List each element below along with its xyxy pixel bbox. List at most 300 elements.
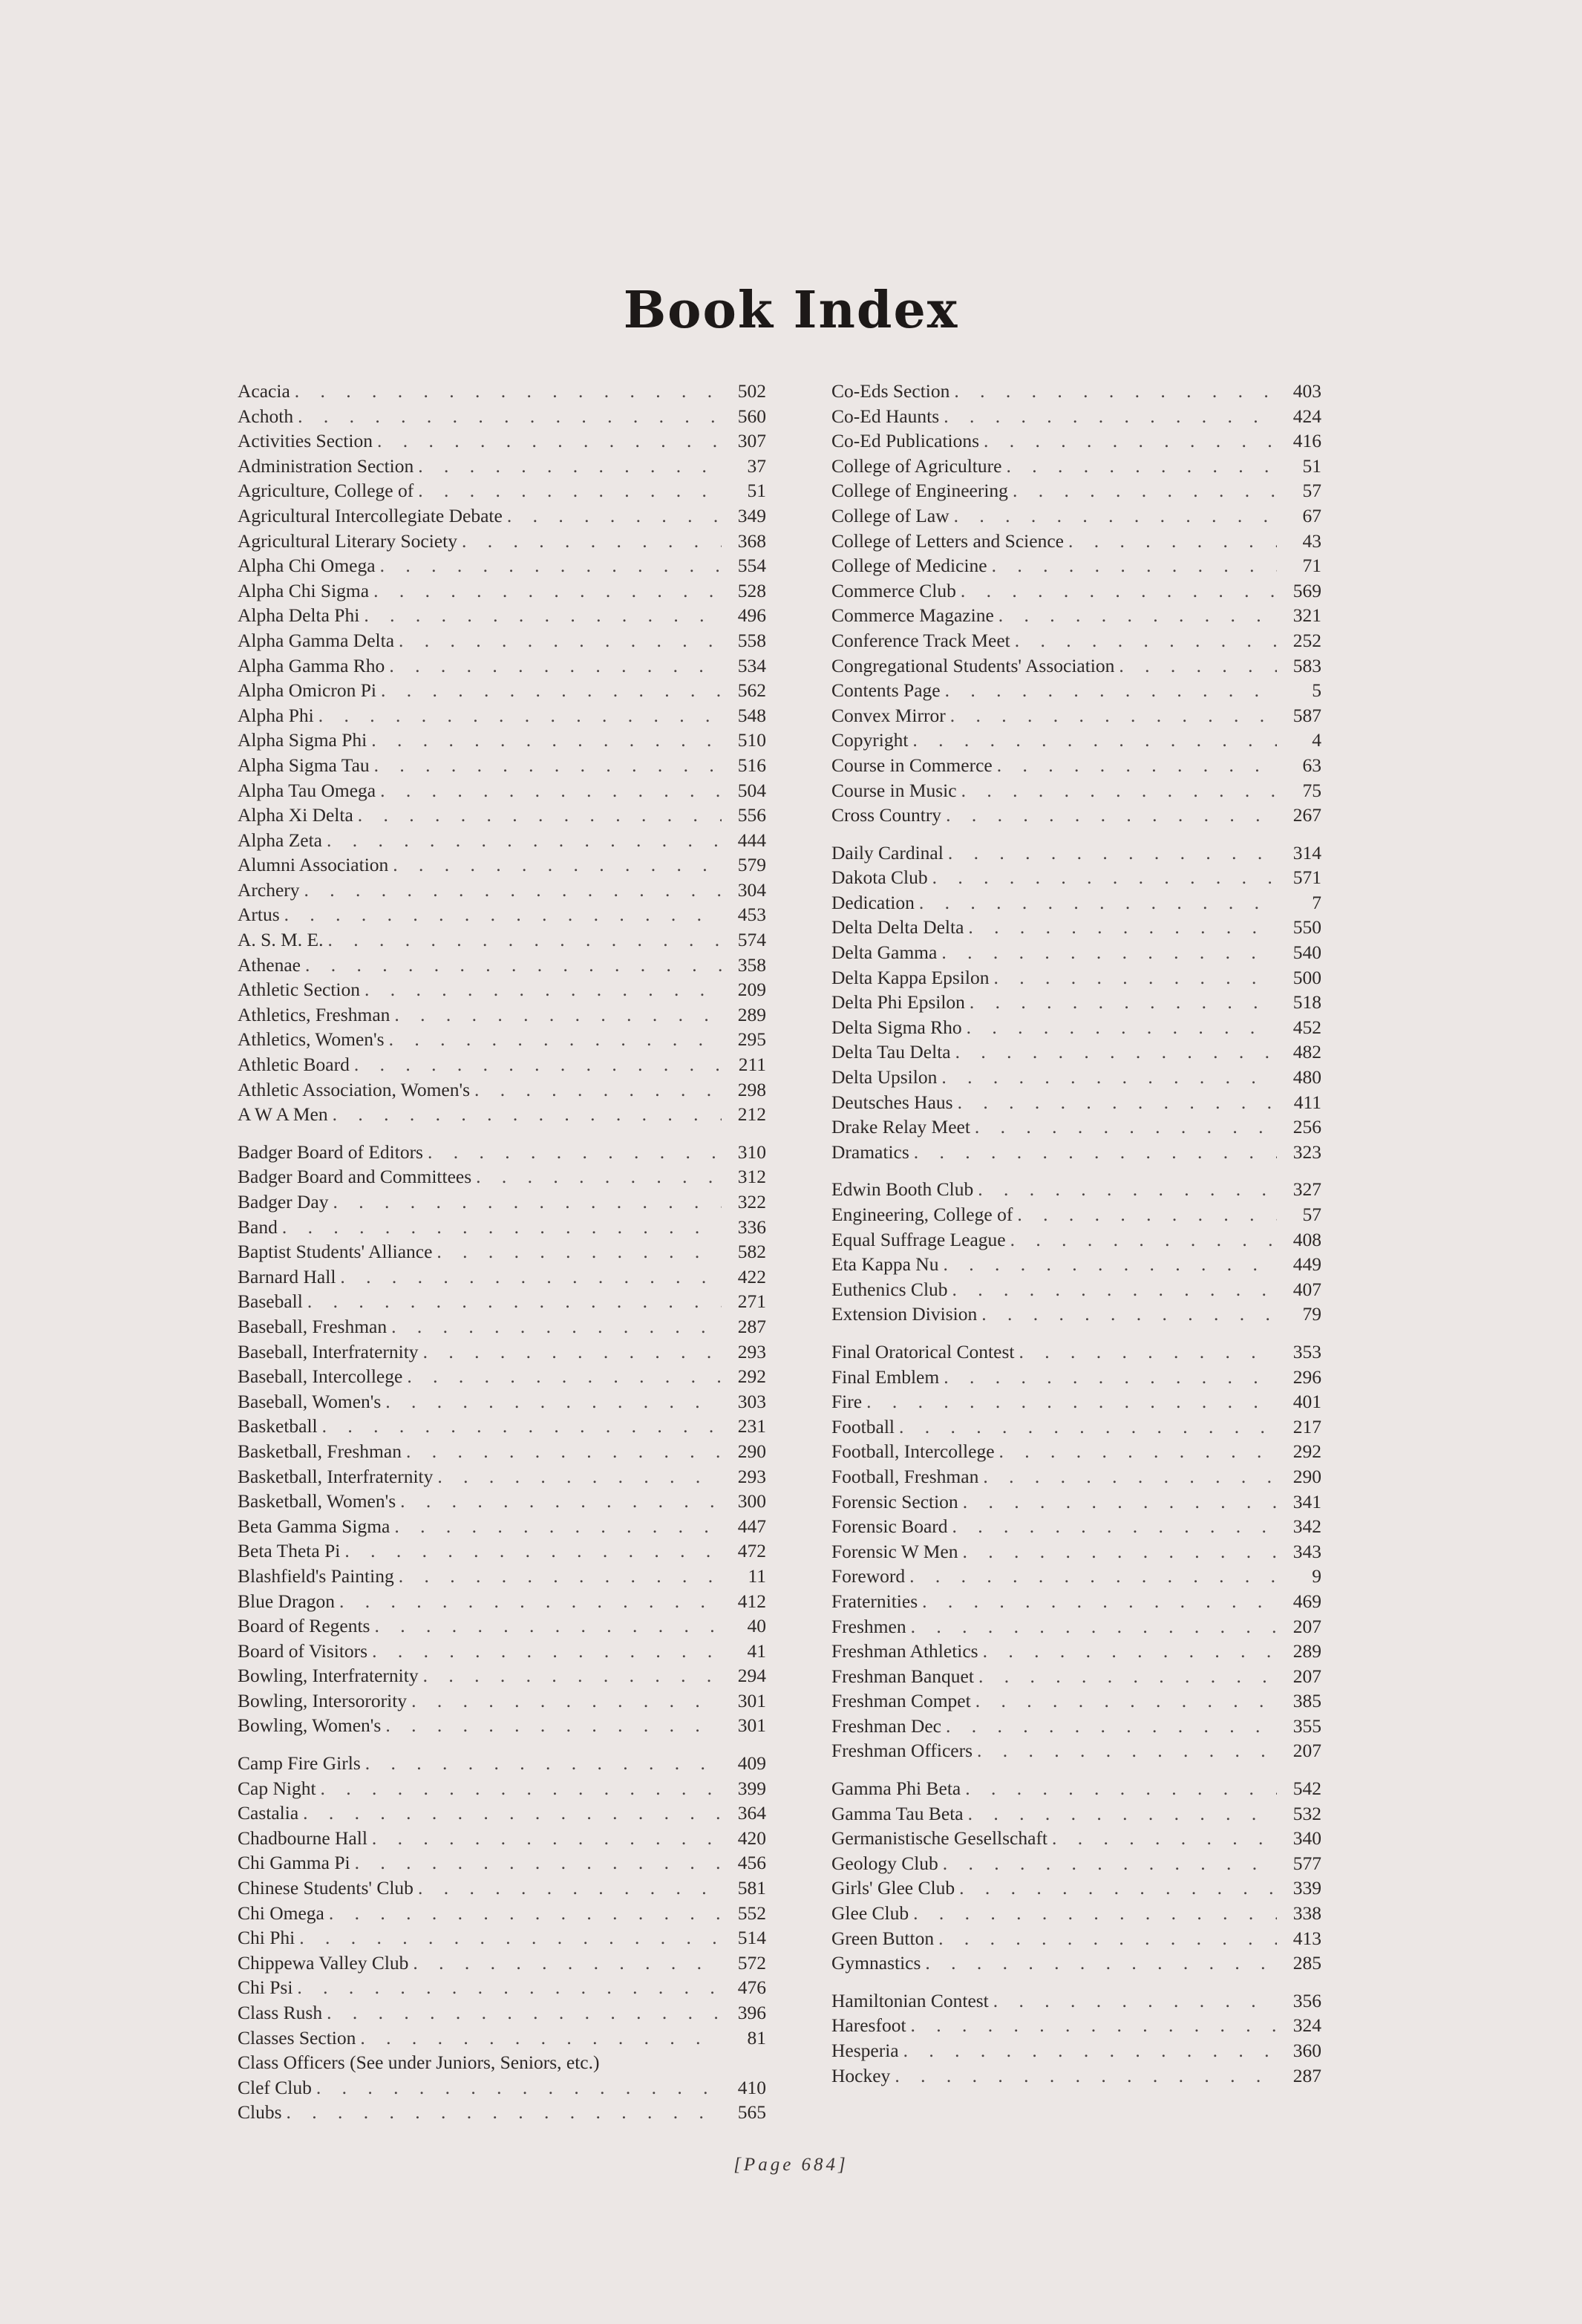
entry-page-number: 338 [1292, 1902, 1321, 1925]
entry-name: Delta Upsilon [831, 1066, 938, 1088]
entry-page-number: 579 [737, 854, 766, 876]
index-entry [831, 1365, 1321, 1390]
entry-name: Freshman Athletics [831, 1640, 978, 1662]
entry-page-number: 341 [1292, 1490, 1321, 1512]
entry-page-number: 207 [1292, 1740, 1321, 1762]
entry-name: Forensic Board [831, 1515, 948, 1538]
dot-leader [327, 828, 722, 853]
index-entry [831, 1177, 1321, 1202]
entry-page-number: 353 [1292, 1340, 1321, 1362]
entry-page-number: 298 [737, 1078, 766, 1100]
dot-leader [922, 1589, 1277, 1614]
entry-page-number: 71 [1302, 555, 1321, 577]
entry-page-number: 285 [1292, 1952, 1321, 1974]
entry-name: Badger Board and Committees [238, 1166, 472, 1188]
entry-name: Freshman Officers [831, 1740, 973, 1762]
entry-name: Class Officers (See under Juniors, Seniors, etc.) [238, 2052, 600, 2074]
entry-page-number: 267 [1292, 804, 1321, 826]
entry-name: Alpha Sigma Phi [238, 729, 367, 751]
dot-leader [303, 1801, 722, 1826]
entry-name: Beta Theta Pi [238, 1540, 341, 1562]
index-entry [238, 1414, 766, 1439]
dot-leader [437, 1464, 722, 1489]
entry-page-number: 212 [737, 1103, 766, 1126]
entry-name: Girls' Glee Club [831, 1877, 955, 1899]
group-spacer [238, 1127, 766, 1140]
index-entry [238, 878, 766, 903]
entry-name: Fraternities [831, 1590, 918, 1612]
dot-leader [866, 1389, 1277, 1414]
index-entry [238, 1876, 766, 1901]
index-entry [831, 803, 1321, 828]
entry-name: Delta Phi Epsilon [831, 991, 965, 1014]
entry-page-number: 496 [737, 604, 766, 627]
index-entry [831, 890, 1321, 915]
entry-page-number: 287 [1292, 2064, 1321, 2086]
entry-name: Conference Track Meet [831, 629, 1010, 651]
entry-name: Baseball, Freshman [238, 1315, 388, 1337]
dot-leader [399, 1564, 722, 1589]
dot-leader [377, 428, 722, 454]
dot-leader [418, 478, 722, 503]
entry-page-number: 295 [737, 1028, 766, 1051]
dot-leader [372, 1639, 722, 1664]
index-entry [238, 1464, 766, 1489]
entry-page-number: 9 [1312, 1565, 1321, 1587]
dot-leader [914, 1140, 1277, 1165]
index-entry [831, 965, 1321, 990]
entry-name: Barnard Hall [238, 1265, 336, 1287]
dot-leader [978, 1664, 1277, 1689]
dot-leader [358, 803, 722, 828]
index-entry [238, 1239, 766, 1264]
entry-page-number: 476 [737, 1977, 766, 1999]
index-entry [831, 653, 1321, 679]
index-entry [238, 803, 766, 828]
entry-page-number: 40 [747, 1615, 766, 1637]
entry-name: Fire [831, 1391, 863, 1413]
dot-leader [997, 753, 1277, 778]
entry-name: Forensic W Men [831, 1540, 958, 1562]
group-spacer [831, 1164, 1321, 1177]
entry-name: Athletics, Freshman [238, 1003, 390, 1025]
dot-leader [941, 1065, 1277, 1090]
entry-page-number: 401 [1292, 1391, 1321, 1413]
dot-leader [423, 1663, 722, 1688]
entry-name: Chadbourne Hall [238, 1827, 367, 1849]
dot-leader [423, 1339, 722, 1365]
entry-page-number: 518 [1292, 991, 1321, 1014]
entry-page-number: 456 [737, 1852, 766, 1874]
entry-page-number: 211 [738, 1054, 766, 1076]
dot-leader [365, 977, 722, 1002]
entry-page-number: 307 [737, 430, 766, 452]
index-entry [238, 828, 766, 853]
dot-leader [1052, 1826, 1277, 1851]
entry-name: Foreword [831, 1565, 906, 1587]
entry-page-number: 572 [737, 1951, 766, 1974]
entry-name: Activities Section [238, 430, 373, 452]
entry-page-number: 293 [737, 1465, 766, 1487]
index-entry [238, 1052, 766, 1077]
entry-name: Basketball [238, 1415, 318, 1437]
index-entry [238, 1189, 766, 1215]
entry-page-number: 11 [748, 1564, 766, 1587]
entry-name: Classes Section [238, 2026, 356, 2049]
index-entry [238, 379, 766, 404]
entry-name: Agricultural Literary Society [238, 529, 457, 552]
index-entry [831, 703, 1321, 728]
dot-leader [911, 1614, 1277, 1639]
index-entry [831, 1114, 1321, 1140]
entry-name: Band [238, 1215, 278, 1238]
entry-page-number: 75 [1302, 779, 1321, 801]
dot-leader [474, 1077, 722, 1103]
index-entry [238, 1564, 766, 1589]
entry-name: Hamiltonian Contest [831, 1989, 989, 2011]
index-entry [831, 1564, 1321, 1589]
entry-name: Achoth [238, 405, 294, 427]
entry-name: Chi Psi [238, 1977, 293, 1999]
entry-name: Delta Tau Delta [831, 1041, 951, 1063]
entry-page-number: 336 [737, 1215, 766, 1238]
entry-name: Basketball, Freshman [238, 1440, 402, 1462]
index-entry [238, 1514, 766, 1539]
index-entry [831, 1414, 1321, 1440]
index-entry [831, 1389, 1321, 1414]
dot-leader [967, 1015, 1277, 1040]
entry-page-number: 231 [737, 1415, 766, 1437]
index-entry [831, 1776, 1321, 1801]
entry-page-number: 409 [737, 1752, 766, 1775]
dot-leader [983, 1464, 1277, 1489]
dot-leader [400, 1489, 722, 1514]
entry-page-number: 422 [737, 1265, 766, 1287]
dot-leader [963, 1489, 1277, 1515]
entry-name: Clubs [238, 2101, 282, 2124]
index-entry [831, 1851, 1321, 1876]
dot-leader [961, 778, 1277, 803]
entry-name: A. S. M. E. [238, 929, 324, 951]
dot-leader [932, 865, 1277, 890]
entry-page-number: 587 [1292, 704, 1321, 726]
entry-name: Convex Mirror [831, 704, 946, 726]
index-entry [238, 1901, 766, 1926]
index-entry [238, 1439, 766, 1464]
dot-leader [298, 404, 722, 429]
index-entry [831, 503, 1321, 529]
dot-leader [327, 2000, 722, 2026]
entry-name: Baseball, Intercollege [238, 1365, 403, 1388]
entry-name: Chi Omega [238, 1902, 324, 1924]
index-entry [831, 1589, 1321, 1614]
dot-leader [948, 841, 1277, 866]
index-entry [238, 1589, 766, 1614]
dot-leader [305, 953, 722, 978]
dot-leader [365, 1751, 722, 1776]
index-entry [238, 1215, 766, 1240]
entry-name: Course in Music [831, 779, 957, 801]
entry-page-number: 408 [1292, 1228, 1321, 1250]
entry-page-number: 452 [1292, 1016, 1321, 1038]
entry-page-number: 294 [737, 1665, 766, 1687]
entry-name: Chippewa Valley Club [238, 1951, 409, 1974]
entry-name: Freshman Banquet [831, 1665, 974, 1687]
dot-leader [965, 1776, 1277, 1801]
index-entry [238, 1339, 766, 1365]
entry-name: Gymnastics [831, 1952, 921, 1974]
dot-leader [943, 1252, 1277, 1277]
entry-name: Co-Ed Publications [831, 430, 980, 452]
index-entry [831, 1876, 1321, 1901]
entry-page-number: 407 [1292, 1278, 1321, 1300]
dot-leader [333, 1189, 722, 1215]
dot-leader [287, 2100, 722, 2125]
entry-page-number: 5 [1312, 679, 1321, 702]
index-entry [238, 428, 766, 454]
entry-page-number: 304 [737, 878, 766, 901]
index-entry [238, 1776, 766, 1801]
entry-name: Extension Division [831, 1303, 978, 1325]
index-entry [831, 865, 1321, 890]
entry-name: Alpha Tau Omega [238, 779, 376, 801]
entry-page-number: 502 [737, 380, 766, 402]
entry-name: College of Agriculture [831, 454, 1002, 477]
entry-name: College of Engineering [831, 480, 1008, 502]
entry-name: Gamma Tau Beta [831, 1802, 964, 1824]
entry-page-number: 310 [737, 1140, 766, 1163]
entry-page-number: 340 [1292, 1827, 1321, 1850]
dot-leader [912, 728, 1277, 753]
index-entry [238, 927, 766, 953]
entry-name: Basketball, Interfraternity [238, 1465, 434, 1487]
dot-leader [297, 1975, 722, 2000]
dot-leader [1013, 478, 1277, 503]
entry-page-number: 327 [1292, 1178, 1321, 1201]
entry-name: Chi Phi [238, 1927, 295, 1949]
dot-leader [385, 1389, 722, 1414]
entry-page-number: 292 [1292, 1440, 1321, 1463]
index-entry [238, 529, 766, 554]
index-entry [238, 852, 766, 878]
dot-leader [993, 965, 1277, 990]
entry-name: Beta Gamma Sigma [238, 1515, 390, 1537]
index-entry [831, 1339, 1321, 1365]
entry-page-number: 411 [1293, 1091, 1321, 1113]
entry-name: Green Button [831, 1927, 935, 1949]
entry-name: Bowling, Interfraternity [238, 1665, 419, 1687]
entry-name: Dakota Club [831, 866, 928, 889]
index-entry [831, 1639, 1321, 1664]
dot-leader [406, 1439, 722, 1464]
entry-name: Alpha Sigma Tau [238, 754, 370, 776]
dot-leader [895, 2063, 1277, 2089]
dot-leader [394, 1514, 722, 1539]
entry-page-number: 396 [737, 2002, 766, 2023]
index-entry [831, 1514, 1321, 1539]
entry-page-number: 7 [1312, 891, 1321, 913]
entry-name: Artus [238, 904, 280, 926]
dot-leader [925, 1951, 1277, 1976]
entry-page-number: 303 [737, 1390, 766, 1412]
entry-page-number: 581 [737, 1877, 766, 1899]
entry-name: Deutsches Haus [831, 1091, 953, 1113]
page-title: Book Index [623, 281, 959, 340]
entry-name: Athenae [238, 953, 301, 976]
index-entry [238, 1314, 766, 1339]
entry-page-number: 252 [1292, 629, 1321, 651]
entry-name: Clef Club [238, 2076, 312, 2098]
entry-name: Germanistische Gesellschaft [831, 1827, 1048, 1850]
dot-leader [437, 1239, 722, 1264]
entry-page-number: 504 [737, 779, 766, 801]
index-entry [238, 1639, 766, 1664]
index-entry [831, 404, 1321, 429]
dot-leader [999, 1439, 1277, 1464]
entry-page-number: 472 [737, 1540, 766, 1562]
dot-leader [380, 553, 722, 578]
index-entry [831, 478, 1321, 503]
entry-page-number: 403 [1292, 380, 1321, 402]
entry-name: Engineering, College of [831, 1204, 1013, 1225]
index-entry [831, 990, 1321, 1015]
index-entry [238, 1102, 766, 1127]
entry-page-number: 51 [747, 480, 766, 502]
index-entry [831, 1090, 1321, 1115]
group-spacer [831, 1327, 1321, 1339]
entry-name: Alpha Delta Phi [238, 604, 360, 627]
entry-page-number: 534 [737, 654, 766, 676]
index-entry [238, 1951, 766, 1976]
index-entry [238, 503, 766, 529]
dot-leader [321, 1776, 722, 1801]
entry-name: Freshman Compet [831, 1690, 971, 1712]
entry-page-number: 287 [737, 1315, 766, 1337]
entry-name: Contents Page [831, 679, 941, 702]
entry-page-number: 416 [1292, 430, 1321, 452]
index-entry [238, 1688, 766, 1714]
entry-name: Agriculture, College of [238, 480, 414, 502]
index-entry [238, 603, 766, 628]
entry-page-number: 51 [1302, 454, 1321, 477]
entry-name: Baseball, Interfraternity [238, 1340, 419, 1362]
dot-leader [998, 603, 1277, 628]
index-entry [831, 1614, 1321, 1639]
dot-leader [944, 1365, 1277, 1390]
dot-leader [307, 1289, 722, 1314]
index-entry [238, 728, 766, 753]
entry-page-number: 583 [1292, 654, 1321, 676]
entry-name: Co-Ed Haunts [831, 405, 940, 427]
entry-name: Badger Board of Editors [238, 1140, 423, 1163]
index-entry [831, 1489, 1321, 1515]
entry-name: Congregational Students' Association [831, 654, 1115, 676]
entry-page-number: 217 [1292, 1415, 1321, 1437]
index-entry [238, 1489, 766, 1514]
index-column-right [831, 379, 1321, 2088]
entry-name: Euthenics Club [831, 1278, 948, 1300]
index-entry [831, 678, 1321, 703]
entry-name: Alpha Xi Delta [238, 804, 353, 826]
index-entry [238, 454, 766, 479]
dot-leader [981, 1302, 1277, 1327]
index-entry [831, 1714, 1321, 1739]
entry-page-number: 556 [737, 804, 766, 826]
index-entry [831, 1202, 1321, 1227]
dot-leader [903, 2038, 1277, 2063]
entry-name: Gamma Phi Beta [831, 1778, 961, 1800]
dot-leader [329, 1901, 722, 1926]
index-entry [238, 1264, 766, 1290]
index-entry [238, 1140, 766, 1165]
entry-page-number: 4 [1312, 729, 1321, 751]
entry-page-number: 290 [737, 1440, 766, 1462]
index-entry [831, 1065, 1321, 1090]
entry-page-number: 444 [737, 829, 766, 851]
index-entry [238, 977, 766, 1002]
group-spacer [831, 828, 1321, 841]
entry-page-number: 469 [1292, 1590, 1321, 1612]
dot-leader [1010, 1227, 1277, 1253]
index-entry [238, 703, 766, 728]
dot-leader [955, 1039, 1277, 1065]
entry-page-number: 358 [737, 953, 766, 976]
group-spacer [831, 1976, 1321, 1988]
entry-name: Camp Fire Girls [238, 1752, 361, 1775]
entry-name: Alpha Phi [238, 704, 314, 726]
index-entry [831, 1926, 1321, 1951]
entry-name: Athletic Board [238, 1054, 350, 1076]
entry-name: Alpha Chi Omega [238, 555, 376, 577]
dot-leader [344, 1538, 722, 1564]
entry-name: Commerce Magazine [831, 604, 994, 627]
dot-leader [333, 1102, 722, 1127]
entry-page-number: 399 [737, 1777, 766, 1799]
entry-page-number: 312 [737, 1166, 766, 1188]
index-entry [831, 1140, 1321, 1165]
index-entry [831, 1277, 1321, 1302]
dot-leader [385, 1713, 722, 1738]
entry-page-number: 321 [1292, 604, 1321, 627]
dot-leader [380, 778, 722, 803]
entry-name: Blashfield's Painting [238, 1564, 394, 1587]
entry-page-number: 412 [737, 1590, 766, 1612]
entry-name: Football [831, 1415, 895, 1437]
dot-leader [389, 653, 722, 679]
index-entry [831, 753, 1321, 778]
entry-name: Freshmen [831, 1615, 906, 1637]
index-entry [831, 1664, 1321, 1689]
entry-page-number: 290 [1292, 1465, 1321, 1487]
entry-page-number: 552 [737, 1902, 766, 1924]
entry-page-number: 453 [737, 904, 766, 926]
entry-name: Final Emblem [831, 1365, 940, 1388]
entry-name: Delta Gamma [831, 941, 938, 964]
entry-name: Bowling, Women's [238, 1714, 382, 1737]
entry-page-number: 410 [737, 2076, 766, 2098]
index-entry [831, 915, 1321, 940]
dot-leader [919, 890, 1277, 915]
dot-leader [418, 454, 722, 479]
entry-page-number: 342 [1292, 1515, 1321, 1538]
entry-page-number: 301 [737, 1714, 766, 1737]
index-entry [238, 1801, 766, 1826]
entry-name: College of Letters and Science [831, 529, 1064, 552]
entry-name: Dramatics [831, 1140, 909, 1163]
entry-name: College of Law [831, 504, 949, 526]
entry-page-number: 420 [737, 1827, 766, 1849]
entry-page-number: 37 [747, 454, 766, 477]
